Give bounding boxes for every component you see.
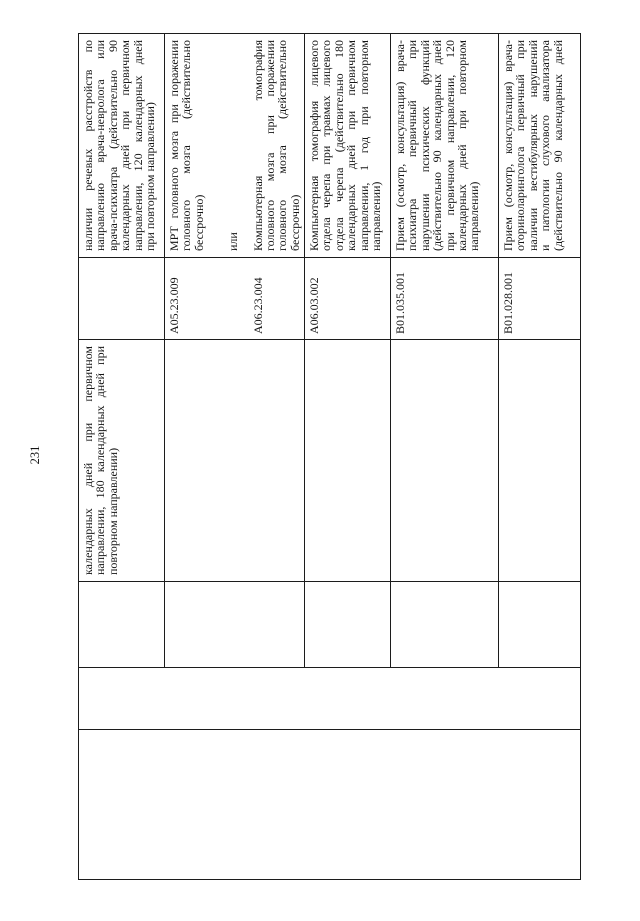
text-line: направлении, 1 год при повторном <box>356 40 371 251</box>
text-line: оториноларинголога первичный при <box>513 40 528 251</box>
text-line: нарушении психических функций <box>417 40 432 251</box>
service-name-cell <box>165 34 304 257</box>
text-line: Компьютерная томография <box>250 40 265 251</box>
code-slot <box>168 264 205 334</box>
service-code-cell <box>79 257 164 339</box>
service-code: B01.028.001 <box>501 271 515 334</box>
text-line: календарных дней при первичном <box>344 40 359 251</box>
condition-cell <box>305 339 390 581</box>
text-line: (действительно 90 календарных дней <box>550 40 565 251</box>
text-line: Прием (осмотр, консультация) врача- <box>393 40 407 251</box>
text-line: (действительно 90 календарных дней <box>430 40 445 251</box>
table-body <box>79 34 580 667</box>
text-line: направлении, 120 календарных дней <box>130 40 145 251</box>
text-line: Компьютерная томография лицевого <box>307 40 321 251</box>
text-line: или <box>226 232 241 251</box>
code-slot <box>252 264 302 334</box>
text-line: МРТ головного мозга при поражении <box>167 40 181 251</box>
text-line: психиатра первичный при <box>405 40 420 251</box>
text-line: отдела черепа при травмах лицевого <box>319 40 334 251</box>
table-row <box>499 34 580 667</box>
merged-cell-empty <box>79 729 580 879</box>
data-table <box>78 33 581 880</box>
code-slot <box>308 264 382 334</box>
service-code: A06.03.002 <box>307 277 321 334</box>
service-name-cell <box>79 34 164 257</box>
page-number: 231 <box>28 445 42 465</box>
code-slot <box>394 264 481 334</box>
text-line: направлению врача-невролога или <box>93 40 108 251</box>
service-name-cell <box>499 34 580 257</box>
condition-cell <box>499 339 580 581</box>
service-paragraph <box>394 40 481 251</box>
service-paragraph <box>308 40 382 251</box>
text-line: наличии вестибулярных нарушений <box>525 40 540 251</box>
text-line: календарных дней при повторном <box>454 40 469 251</box>
table-row <box>165 34 305 667</box>
service-code-cell <box>165 257 304 339</box>
service-code: A05.23.009 <box>167 277 181 334</box>
code-slot <box>227 264 239 334</box>
code-slot <box>82 264 156 334</box>
empty-cell <box>165 581 304 667</box>
text-line: направлении) <box>368 181 383 251</box>
table-row <box>305 34 391 667</box>
service-paragraph <box>227 40 239 251</box>
text-line: при повторном направлении) <box>142 102 157 251</box>
service-code-cell <box>499 257 580 339</box>
text-line: бессрочно) <box>191 194 206 251</box>
condition-cell <box>391 339 498 581</box>
text-line: отдела черепа (действительно 180 <box>331 40 346 251</box>
service-paragraph <box>168 40 205 251</box>
text-line: направлении, 180 календарных дней при <box>93 346 108 575</box>
text-line: направлении) <box>467 181 482 251</box>
service-paragraph <box>502 40 564 251</box>
service-paragraph <box>82 40 156 251</box>
empty-cell <box>499 581 580 667</box>
text-line: Прием (осмотр, консультация) врача- <box>501 40 515 251</box>
text-line: головного мозга (действительно <box>275 40 290 251</box>
empty-cell <box>305 581 390 667</box>
text-line: календарных дней при первичном <box>118 40 133 251</box>
text-line: повторном направлении) <box>105 447 120 575</box>
text-line: и патологии слухового анализатора <box>538 40 553 251</box>
text-line: при первичном направлении, 120 <box>442 40 457 251</box>
table-row <box>391 34 499 667</box>
text-line: календарных дней при первичном <box>81 346 95 575</box>
text-line: бессрочно) <box>287 194 302 251</box>
service-code: A06.23.004 <box>250 277 265 334</box>
table-row <box>79 34 165 667</box>
merged-cell-empty <box>79 667 580 729</box>
empty-cell <box>391 581 498 667</box>
condition-cell <box>165 339 304 581</box>
text-line: врача-психиатра (действительно 90 <box>105 40 120 251</box>
service-code-cell <box>391 257 498 339</box>
service-code-cell <box>305 257 390 339</box>
text-line: головного мозга при поражении <box>262 40 277 251</box>
service-paragraph <box>252 40 302 251</box>
condition-cell <box>79 339 164 581</box>
service-name-cell <box>391 34 498 257</box>
text-line: наличии речевых расстройств по <box>81 40 95 251</box>
code-slot <box>502 264 564 334</box>
service-name-cell <box>305 34 390 257</box>
service-code: B01.035.001 <box>393 271 407 334</box>
text-line: головного мозга (действительно <box>179 40 194 251</box>
empty-cell <box>79 581 164 667</box>
